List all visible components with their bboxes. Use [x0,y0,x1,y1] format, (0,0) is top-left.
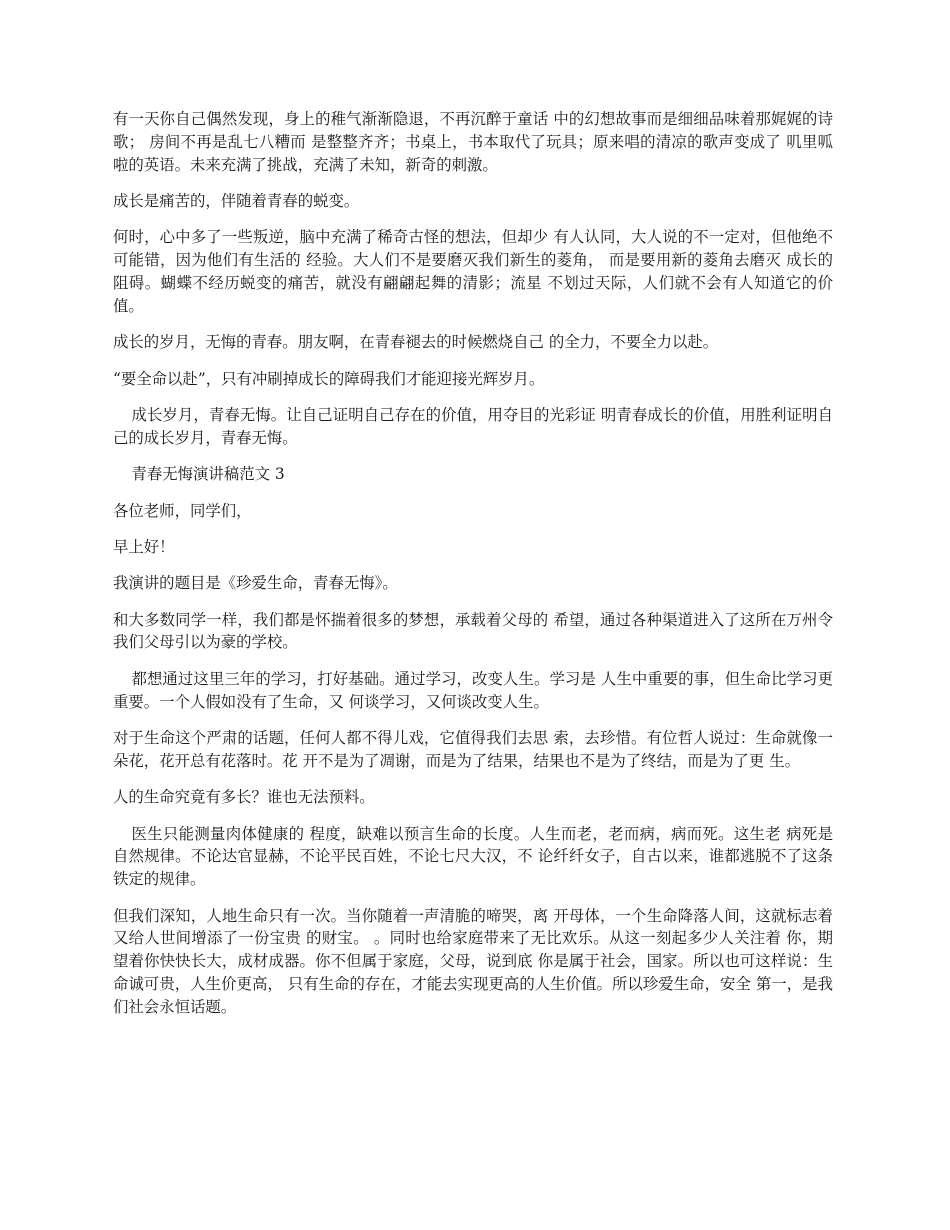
paragraph: 都想通过这里三年的学习，打好基础。通过学习，改变人生。学习是 人生中重要的事，但生命比学习更重要。一个人假如没有了生命，又 何谈学习，又何谈改变人生。 [113,669,833,711]
paragraph: “要全命以赴”，只有冲刷掉成长的障碍我们才能迎接光辉岁月。 [113,369,545,388]
section-heading: 青春无悔演讲稿范文 3 [131,465,285,484]
paragraph: 对于生命这个严肃的话题，任何人都不得儿戏，它值得我们去思 索，去珍惜。有位哲人说过：生命就像一朵花，花开总有花落时。花 开不是为了凋谢，而是为了结果，结果也不是为了终结，而是为了更 生。 [113,729,833,770]
paragraph: 成长的岁月，无悔的青春。朋友啊，在青春褪去的时候燃烧自己 的全力，不要全力以赴。 [113,333,719,352]
paragraph: 何时，心中多了一些叛逆，脑中充满了稀奇古怪的想法，但却少 有人认同，大人说的不一定对，但他绝不可能错，因为他们有生活的 经验。大人们不是要磨灭我们新生的菱角， 而是要用新的菱角去磨灭 成长的阻碍。蝴蝶不经历蜕变的痛苦，就没有翩翩起舞的清影；流星 不划过天际，人们就不会有人知道它的价值。 [113,228,833,315]
salutation: 各位老师，同学们， [113,501,252,520]
paragraph: 和大多数同学一样，我们都是怀揣着很多的梦想，承载着父母的 希望，通过各种渠道进入了这所在万州令我们父母引以为豪的学校。 [113,610,833,652]
paragraph: 但我们深知，人地生命只有一次。当你随着一声清脆的啼哭，离 开母体，一个生命降落人间，这就标志着又给人世间增添了一份宝贵 的财宝。 。同时也给家庭带来了无比欢乐。从这一刻起多少人关注着 你，期望着你快快长大，成材成器。你不但属于家庭，父母，说到底 你是属于社会，国家。所以也可这样说：生命诚可贵，人生价更高， 只有生命的存在，才能去实现更高的人生价值。所以珍爱生命，安全 第一，是我们社会永恒话题。 [113,906,833,1016]
greeting: 早上好！ [113,537,175,556]
paragraph: 医生只能测量肉体健康的 程度，缺难以预言生命的长度。人生而老，老而病，病而死。这生老 病死是自然规律。不论达官显赫，不论平民百姓，不论七尺大汉，不 论纤纤女子，自古以来，谁都逃脱不了这条铁定的规律。 [113,824,833,889]
paragraph: 我演讲的题目是《珍爱生命，青春无悔》。 [113,574,398,593]
paragraph: 人的生命究竟有多长？谁也无法预料。 [113,788,375,807]
document-body [113,108,833,1032]
paragraph: 成长是痛苦的，伴随着青春的蜕变。 [113,191,360,210]
paragraph: 成长岁月，青春无悔。让自己证明自己存在的价值，用夺目的光彩证 明青春成长的价值，用胜利证明自己的成长岁月，青春无悔。 [113,405,833,447]
paragraph: 有一天你自己偶然发现，身上的稚气渐渐隐退，不再沉醉于童话 中的幻想故事而是细细品味着那娓娓的诗歌； 房间不再是乱七八糟而 是整整齐齐；书桌上，书本取代了玩具；原来唱的清凉的歌声变成了 叽里呱啦的英语。未来充满了挑战，充满了未知，新奇的刺激。 [113,110,833,174]
